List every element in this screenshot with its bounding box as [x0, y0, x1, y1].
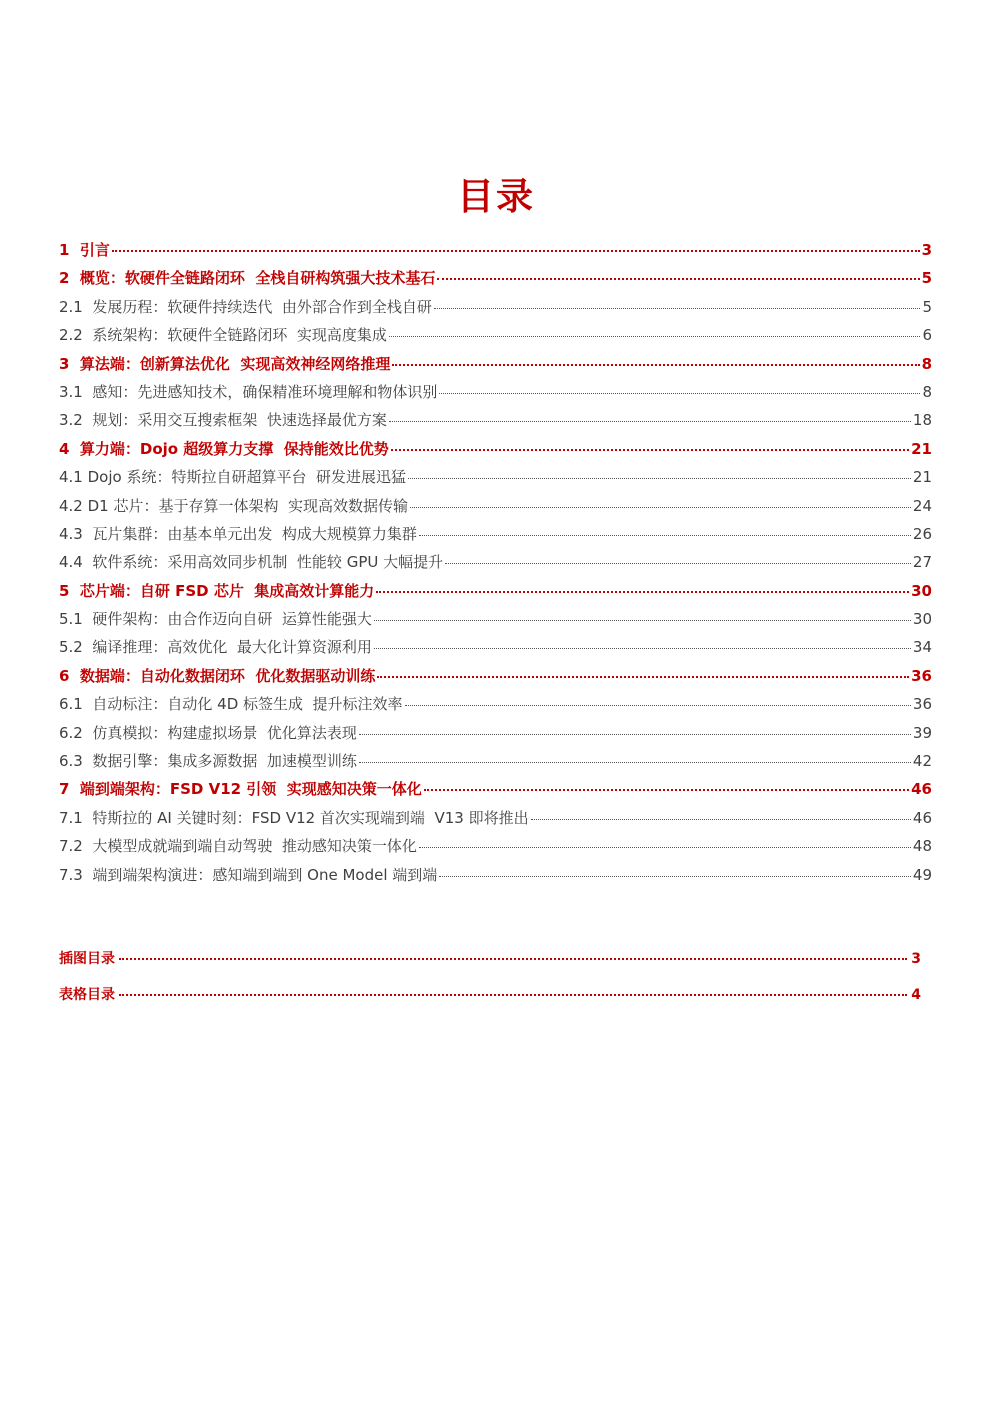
figure-table-index	[59, 944, 921, 1016]
dot-leader	[439, 875, 911, 877]
toc-chapter-link[interactable]	[59, 236, 932, 264]
toc-chapter-link[interactable]	[59, 435, 932, 463]
dot-leader	[119, 957, 907, 960]
dot-leader	[445, 562, 911, 564]
toc-section-link[interactable]	[59, 832, 932, 860]
table-of-contents	[59, 236, 932, 889]
toc-entry-label: 5.1 硬件架构：由合作迈向自研 运算性能强大	[59, 610, 372, 629]
dot-leader	[376, 590, 909, 593]
toc-section-link[interactable]	[59, 719, 932, 747]
toc-section-link[interactable]	[59, 378, 932, 406]
dot-leader	[374, 619, 911, 621]
toc-page-number: 3	[921, 241, 932, 259]
toc-page-number: 34	[912, 638, 932, 657]
toc-entry-label: 3 算法端：创新算法优化 实现高效神经网络推理	[59, 354, 391, 373]
toc-entry-label: 4 算力端：Dojo 超级算力支撑 保持能效比优势	[59, 439, 389, 458]
index-entry-label: 插图目录	[59, 951, 115, 967]
toc-chapter-link[interactable]	[59, 577, 932, 605]
toc-entry-label: 6 数据端：自动化数据闭环 优化数据驱动训练	[59, 666, 376, 685]
toc-chapter-link[interactable]	[59, 662, 932, 690]
dot-leader	[419, 534, 911, 536]
dot-leader	[377, 675, 909, 678]
toc-page-number: 18	[912, 411, 932, 430]
dot-leader	[410, 506, 911, 508]
toc-page-number: 30	[911, 581, 932, 600]
toc-page-number: 21	[911, 439, 932, 458]
dot-leader	[389, 420, 911, 422]
toc-chapter-link[interactable]	[59, 264, 932, 292]
toc-entry-label: 4.1 Dojo 系统：特斯拉自研超算平台 研发进展迅猛	[59, 468, 407, 487]
toc-section-link[interactable]	[59, 293, 932, 321]
dot-leader	[437, 277, 919, 280]
toc-section-link[interactable]	[59, 861, 932, 889]
toc-entry-label: 4.2 D1 芯片：基于存算一体架构 实现高效数据传输	[59, 496, 409, 515]
dot-leader	[405, 704, 911, 706]
toc-page-number: 26	[912, 524, 932, 543]
toc-section-link[interactable]	[59, 321, 932, 349]
dot-leader	[424, 788, 909, 791]
toc-entry-label: 2.2 系统架构：软硬件全链路闭环 实现高度集成	[59, 326, 387, 345]
toc-entry-label: 7.1 特斯拉的 AI 关键时刻：FSD V12 首次实现端到端 V13 即将推出	[59, 808, 529, 827]
dot-leader	[439, 392, 920, 394]
toc-page-number: 48	[912, 837, 932, 856]
index-page-number: 4	[911, 987, 921, 1003]
toc-chapter-link[interactable]	[59, 775, 932, 803]
dot-leader	[531, 818, 911, 820]
toc-entry-label: 2.1 发展历程：软硬件持续迭代 由外部合作到全栈自研	[59, 297, 432, 316]
toc-page-number: 46	[911, 780, 932, 799]
toc-section-link[interactable]	[59, 520, 932, 548]
toc-entry-label: 6.2 仿真模拟：构建虚拟场景 优化算法表现	[59, 723, 357, 742]
toc-entry-label: 4.3 瓦片集群：由基本单元出发 构成大规模算力集群	[59, 524, 417, 543]
dot-leader	[374, 647, 911, 649]
toc-page-number: 5	[922, 297, 932, 316]
toc-section-link[interactable]	[59, 690, 932, 718]
toc-page-number: 36	[912, 695, 932, 714]
toc-entry-label: 3.2 规划：采用交互搜索框架 快速选择最优方案	[59, 411, 387, 430]
toc-page-number: 6	[922, 326, 932, 345]
toc-page-number: 27	[912, 553, 932, 572]
toc-section-link[interactable]	[59, 406, 932, 434]
toc-section-link[interactable]	[59, 463, 932, 491]
toc-page-number: 21	[912, 468, 932, 487]
toc-page-number: 42	[912, 752, 932, 771]
dot-leader	[119, 993, 907, 996]
toc-entry-label: 7.3 端到端架构演进：感知端到端到 One Model 端到端	[59, 865, 438, 884]
toc-entry-label: 1 引言	[59, 241, 110, 259]
toc-section-link[interactable]	[59, 492, 932, 520]
toc-section-link[interactable]	[59, 747, 932, 775]
index-page-number: 3	[911, 951, 921, 967]
dot-leader	[408, 477, 911, 479]
dot-leader	[419, 846, 911, 848]
toc-entry-label: 3.1 感知：先进感知技术，确保精准环境理解和物体识别	[59, 382, 438, 401]
toc-entry-label: 5 芯片端：自研 FSD 芯片 集成高效计算能力	[59, 581, 375, 600]
toc-page-number: 36	[911, 666, 932, 685]
toc-entry-label: 5.2 编译推理：高效优化 最大化计算资源利用	[59, 638, 372, 657]
toc-page-number: 8	[921, 354, 932, 373]
dot-leader	[359, 761, 911, 763]
toc-page-number: 30	[912, 610, 932, 629]
index-entry-label: 表格目录	[59, 987, 115, 1003]
dot-leader	[112, 249, 920, 252]
toc-chapter-link[interactable]	[59, 350, 932, 378]
dot-leader	[392, 363, 919, 366]
toc-section-link[interactable]	[59, 633, 932, 661]
toc-page-number: 39	[912, 723, 932, 742]
toc-entry-label: 6.3 数据引擎：集成多源数据 加速模型训练	[59, 752, 357, 771]
toc-page-number: 49	[912, 865, 932, 884]
dot-leader	[391, 448, 909, 451]
toc-section-link[interactable]	[59, 804, 932, 832]
dot-leader	[359, 733, 911, 735]
toc-page-number: 8	[922, 382, 932, 401]
toc-page-number: 24	[912, 496, 932, 515]
dot-leader	[389, 335, 921, 337]
index-link[interactable]	[59, 980, 921, 1016]
toc-entry-label: 6.1 自动标注：自动化 4D 标签生成 提升标注效率	[59, 695, 403, 714]
toc-section-link[interactable]	[59, 548, 932, 576]
toc-page-number: 5	[921, 269, 932, 288]
page-title: 目录	[457, 175, 535, 218]
toc-page-number: 46	[912, 808, 932, 827]
toc-entry-label: 7.2 大模型成就端到端自动驾驶 推动感知决策一体化	[59, 837, 417, 856]
toc-entry-label: 7 端到端架构：FSD V12 引领 实现感知决策一体化	[59, 780, 422, 799]
toc-entry-label: 2 概览：软硬件全链路闭环 全栈自研构筑强大技术基石	[59, 269, 436, 288]
dot-leader	[434, 307, 921, 309]
toc-entry-label: 4.4 软件系统：采用高效同步机制 性能较 GPU 大幅提升	[59, 553, 444, 572]
index-link[interactable]	[59, 944, 921, 980]
toc-section-link[interactable]	[59, 605, 932, 633]
